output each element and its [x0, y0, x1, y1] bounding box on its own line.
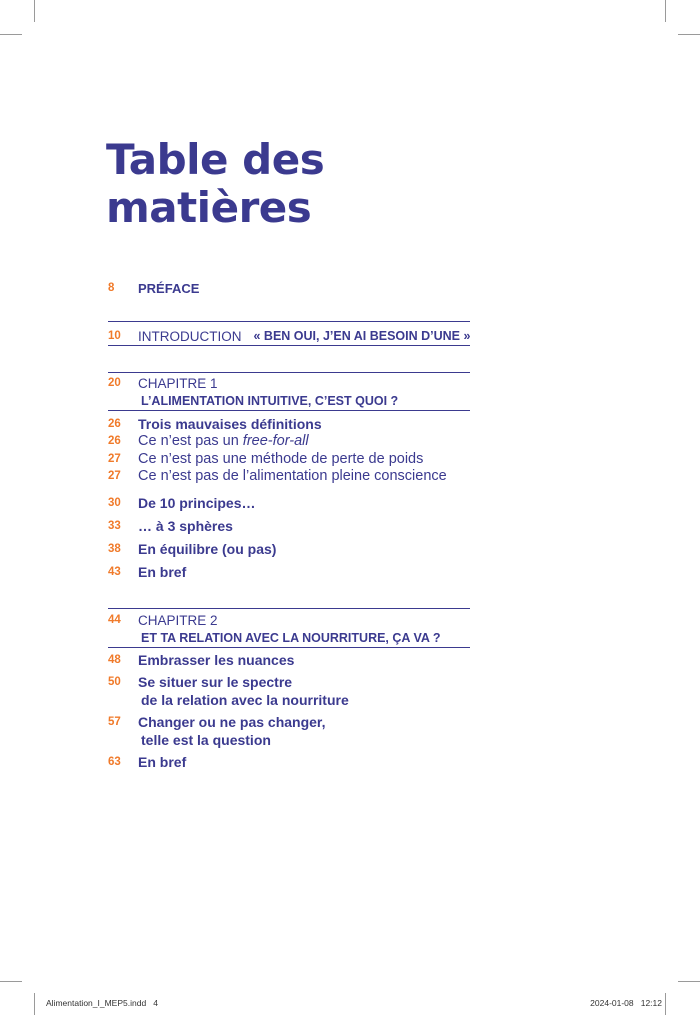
chapter-title: ET TA RELATION AVEC LA NOURRITURE, ÇA VA ?	[141, 631, 441, 645]
footer-filename: Alimentation_I_MEP5.indd 4	[46, 998, 158, 1008]
toc-entry[interactable]	[108, 673, 292, 691]
divider	[108, 321, 470, 322]
toc-entry-continuation	[141, 731, 271, 749]
page-number: 26	[108, 435, 121, 447]
entry-title-italic: free-for-all	[242, 433, 309, 449]
toc-entry[interactable]	[108, 563, 186, 581]
page-number: 27	[108, 453, 121, 465]
page-number: 20	[108, 377, 121, 389]
entry-title: En bref	[138, 564, 187, 580]
page-number: 48	[108, 654, 121, 666]
page-title-line1: Table des	[106, 135, 325, 184]
entry-title: Ce n’est pas de l’alimentation pleine conscience	[138, 468, 447, 484]
chapter-title-1	[141, 392, 398, 410]
chapter-heading-1[interactable]	[108, 374, 218, 392]
crop-mark	[665, 993, 666, 1015]
page-number: 43	[108, 566, 121, 578]
toc-entry-introduction[interactable]	[108, 327, 470, 345]
divider	[108, 345, 470, 346]
crop-mark	[678, 981, 700, 982]
toc-entry[interactable]	[108, 540, 276, 558]
divider	[108, 647, 470, 648]
entry-title: Se situer sur le spectre	[138, 674, 293, 690]
entry-title-line2: de la relation avec la nourriture	[141, 692, 349, 708]
page-number: 27	[108, 470, 121, 482]
toc-entry[interactable]	[108, 415, 322, 433]
divider	[108, 608, 470, 609]
crop-mark	[0, 981, 22, 982]
entry-title: Changer ou ne pas changer,	[138, 714, 326, 730]
crop-mark	[678, 34, 700, 35]
page-number: 30	[108, 497, 121, 509]
crop-mark	[665, 0, 666, 22]
entry-title: PRÉFACE	[138, 280, 200, 296]
entry-title: De 10 principes…	[138, 495, 256, 511]
entry-label: INTRODUCTION	[138, 328, 242, 344]
toc-entry[interactable]	[108, 517, 233, 535]
page-number: 44	[108, 614, 121, 626]
chapter-label: CHAPITRE 1	[138, 375, 218, 391]
page-title	[106, 136, 324, 232]
divider	[108, 372, 470, 373]
chapter-label: CHAPITRE 2	[138, 612, 218, 628]
toc-entry-preface[interactable]	[108, 279, 199, 297]
entry-subtitle: « BEN OUI, J’EN AI BESOIN D’UNE »	[253, 329, 471, 343]
chapter-title-2	[141, 629, 441, 647]
page-number: 10	[108, 330, 121, 342]
toc-entry[interactable]	[108, 494, 256, 512]
entry-title-line2: telle est la question	[141, 732, 271, 748]
entry-title: Embrasser les nuances	[138, 652, 295, 668]
entry-title: Ce n’est pas un	[138, 433, 243, 449]
page-number: 63	[108, 756, 121, 768]
toc-entry[interactable]	[108, 432, 309, 450]
crop-mark	[34, 0, 35, 22]
entry-title: … à 3 sphères	[138, 518, 233, 534]
page-number: 8	[108, 282, 115, 294]
toc-entry[interactable]	[108, 450, 423, 468]
toc-entry[interactable]	[108, 713, 326, 731]
chapter-title: L’ALIMENTATION INTUITIVE, C’EST QUOI ?	[141, 394, 399, 408]
toc-entry[interactable]	[108, 753, 186, 771]
entry-title: Trois mauvaises définitions	[138, 416, 322, 432]
page-number: 38	[108, 543, 121, 555]
footer-timestamp: 2024-01-08 12:12	[590, 998, 662, 1008]
entry-title: Ce n’est pas une méthode de perte de poids	[138, 451, 424, 467]
crop-mark	[34, 993, 35, 1015]
divider	[108, 410, 470, 411]
page-number: 33	[108, 520, 121, 532]
page-number: 57	[108, 716, 121, 728]
entry-title: En équilibre (ou pas)	[138, 541, 277, 557]
page-number: 26	[108, 418, 121, 430]
toc-entry[interactable]	[108, 651, 294, 669]
page-title-line2: matières	[106, 183, 312, 232]
chapter-heading-2[interactable]	[108, 611, 218, 629]
entry-title: En bref	[138, 754, 187, 770]
toc-entry[interactable]	[108, 467, 447, 485]
crop-mark	[0, 34, 22, 35]
page-number: 50	[108, 676, 121, 688]
toc-entry-continuation	[141, 691, 349, 709]
